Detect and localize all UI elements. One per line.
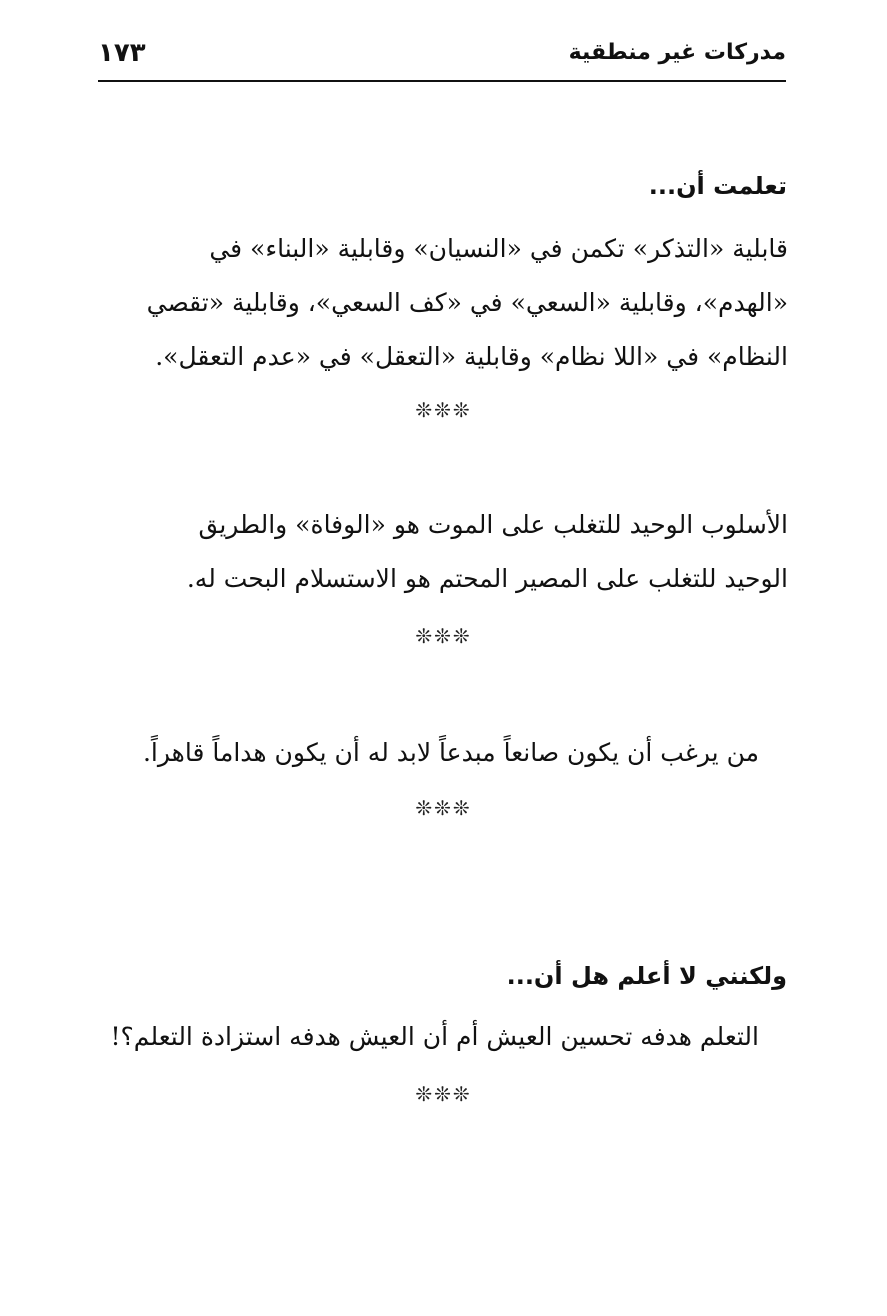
paragraph-line: من يرغب أن يكون صانعاً مبدعاً لابد له أن يكون هداماً قاهراً. [142,738,759,767]
paragraph-line: النظام» في «اللا نظام» وقابلية «التعقل» في «عدم التعقل». [155,342,788,371]
page-header [98,40,786,82]
section-heading-dont-know: ولكنني لا أعلم هل أن... [506,962,787,990]
paragraph-capabilities [100,222,788,384]
paragraph-line: الأسلوب الوحيد للتغلب على الموت هو «الوفاة» والطريق [198,510,788,539]
separator-stars: ❊❊❊ [415,1082,472,1106]
paragraph-line: «الهدم»، وقابلية «السعي» في «كف السعي»، وقابلية «تقصي [146,288,788,317]
paragraph-line: قابلية «التذكر» تكمن في «النسيان» وقابلية «البناء» في [209,234,788,263]
running-title: مدركات غير منطقية [568,40,786,65]
separator-stars: ❊❊❊ [415,624,472,648]
separator-stars: ❊❊❊ [415,796,472,820]
paragraph-death [100,498,788,606]
page-number: ١٧٣ [98,38,146,68]
paragraph-line: التعلم هدفه تحسين العيش أم أن العيش هدفه استزادة التعلم؟! [110,1022,759,1051]
paragraph-line: الوحيد للتغلب على المصير المحتم هو الاستسلام البحت له. [186,564,788,593]
section-heading-learned: تعلمت أن... [648,172,787,200]
separator-stars: ❊❊❊ [415,398,472,422]
paragraph-learning [110,1010,759,1064]
paragraph-creator [143,726,759,780]
